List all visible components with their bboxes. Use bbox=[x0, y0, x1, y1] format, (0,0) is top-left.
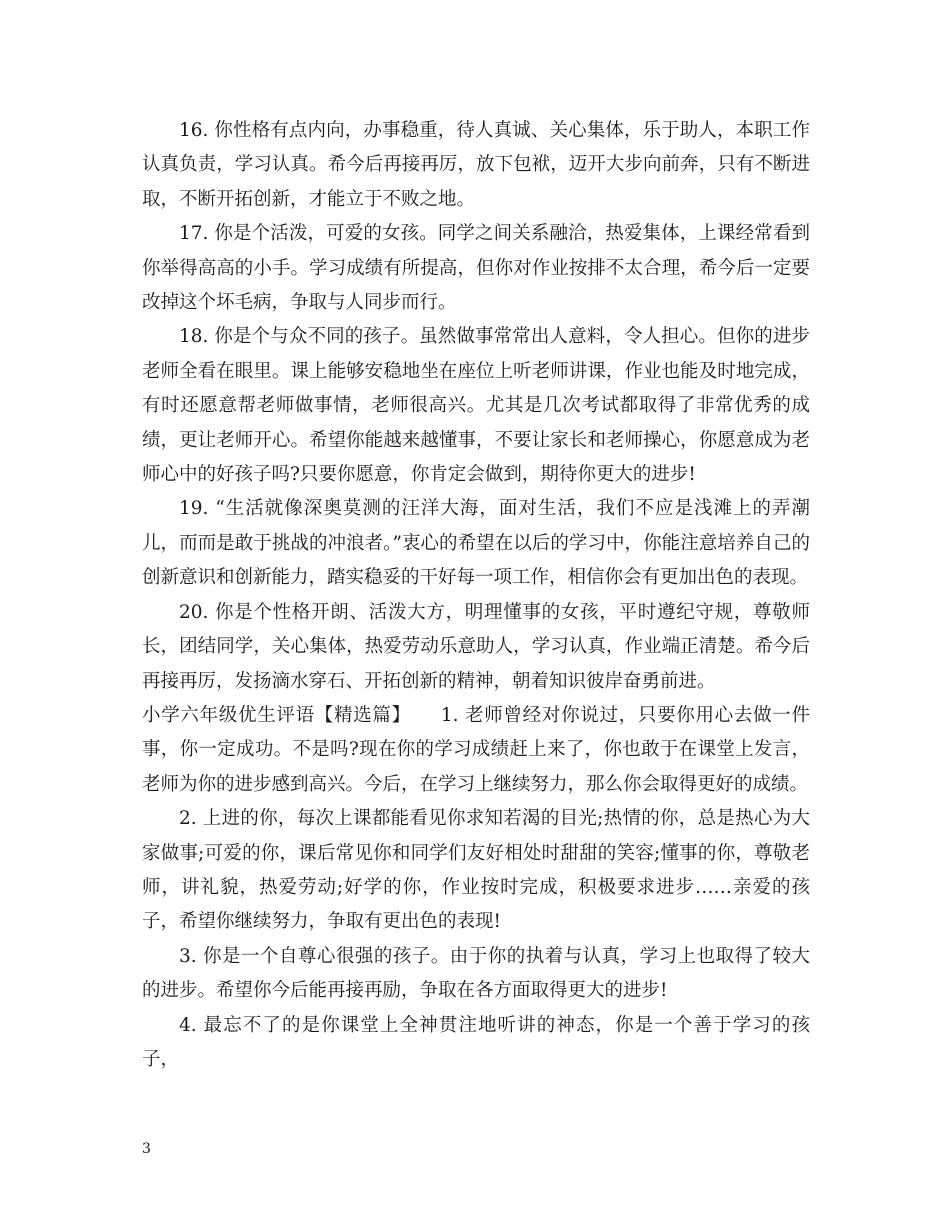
comment-paragraph-16: 16. 你性格有点内向，办事稳重，待人真诚、关心集体，乐于助人，本职工作认真负责，学习认真。希今后再接再厉，放下包袱，迈开大步向前奔，只有不断进取，不断开拓创新，才能立于不败之地。 bbox=[142, 120, 810, 210]
section-item-3: 3. 你是一个自尊心很强的孩子。由于你的执着与认真，学习上也取得了较大的进步。希望你今后能再接再励，争取在各方面取得更大的进步! bbox=[142, 945, 810, 1002]
section-first-paragraph bbox=[142, 699, 810, 802]
section-item-4: 4. 最忘不了的是你课堂上全神贯注地听讲的神态，你是一个善于学习的孩子， bbox=[142, 1014, 810, 1070]
comment-paragraph-18: 18. 你是个与众不同的孩子。虽然做事常常出人意料，令人担心。但你的进步老师全看在眼里。课上能够安稳地坐在座位上听老师讲课，作业也能及时地完成，有时还愿意帮老师做事情，老师很高兴。尤其是几次考试都取得了非常优秀的成绩，更让老师开心。希望你能越来越懂事，不要让家长和老师操心，你愿意成为老师心中的好孩子吗?只要你愿意，你肯定会做到，期待你更大的进步! bbox=[142, 326, 810, 486]
section-heading: 小学六年级优生评语【精选篇】 bbox=[142, 704, 411, 726]
comment-paragraph-17: 17. 你是个活泼，可爱的女孩。同学之间关系融洽，热爱集体，上课经常看到你举得高高的小手。学习成绩有所提高，但你对作业按排不太合理，希今后一定要改掉这个坏毛病，争取与人同步而行。 bbox=[142, 223, 810, 314]
comment-paragraph-19: 19. “生活就像深奥莫测的汪洋大海，面对生活，我们不应是浅滩上的弄潮儿，而而是敢于挑战的冲浪者。”衷心的希望在以后的学习中，你能注意培养自己的创新意识和创新能力，踏实稳妥的干好每一项工作，相信你会有更加出色的表现。 bbox=[142, 498, 810, 589]
section-item-1: 1. 老师曾经对你说过，只要你用心去做一件事，你一定成功。不是吗?现在你的学习成绩赶上来了，你也敢于在课堂上发言，老师为你的进步感到高兴。今后，在学习上继续努力，那么你会取得更好的成绩。 bbox=[142, 704, 810, 795]
comment-paragraph-20: 20. 你是个性格开朗、活泼大方，明理懂事的女孩，平时遵纪守规，尊敬师长，团结同学，关心集体，热爱劳动乐意助人，学习认真，作业端正清楚。希今后再接再厉，发扬滴水穿石、开拓创新的精神，朝着知识彼岸奋勇前进。 bbox=[142, 601, 810, 692]
document-body bbox=[142, 114, 810, 1077]
page-number: 3 bbox=[142, 1141, 151, 1157]
section-item-2: 2. 上进的你，每次上课都能看见你求知若渴的目光;热情的你，总是热心为大家做事;可爱的你，课后常见你和同学们友好相处时甜甜的笑容;懂事的你，尊敬老师，讲礼貌，热爱劳动;好学的你，作业按时完成，积极要求进步……亲爱的孩子，希望你继续努力，争取有更出色的表现! bbox=[142, 808, 810, 933]
